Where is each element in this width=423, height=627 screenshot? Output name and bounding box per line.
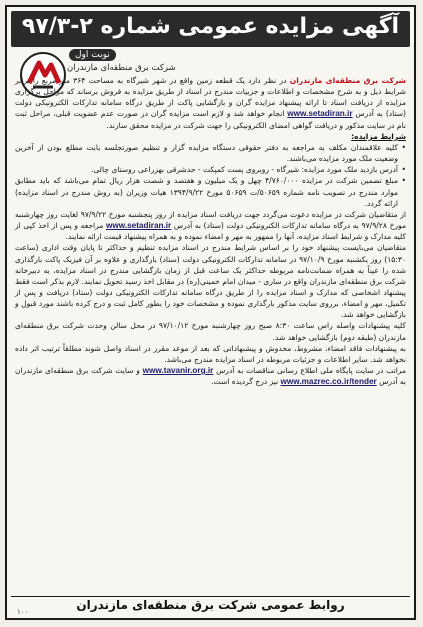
page-number: ۱۰۰ (17, 608, 29, 616)
setad-link[interactable]: www.setadiran.ir (287, 109, 353, 119)
intro-paragraph (15, 75, 406, 131)
title-bar (11, 11, 410, 47)
publication-suffix: نیز درج گردیده است. (211, 377, 281, 387)
ad-title: آگهی مزایده عمومی شماره ۲-۹۷/۳ (21, 14, 400, 39)
condition-item: • آدرس بازدید ملک مورد مزایده: شیرگاه - روبروی پست کمپکت - حدشرقی بهزراعی روستای چالی. (15, 164, 406, 175)
tavanir-link[interactable]: www.tavanir.org.ir (142, 366, 214, 376)
company-name: شرکت برق منطقه‌ای مازندران (289, 76, 407, 85)
advertisement-frame (5, 5, 416, 620)
documents-text-2: مراجعه و پس از اخذ کپی از کلیه مدارک و شرایط اسناد مزایده، آنها را ممهور به مهر و امضاء نموده و به همراه پیشنهاد قیمت ارائه نمایند. (15, 221, 406, 242)
publication-text-2: و سایت شرکت برق منطقه‌ای مازندران به آدرس (15, 366, 406, 387)
rejection-paragraph: به پیشنهادات فاقد امضاء، مشروط، مخدوش و پیشنهاداتی که بعد از موعد مقرر در اسناد واصل شوند مطلقاً ترتیب اثر داده نخواهد شد. سایر اطلاعات و جزئیات مربوطه در اسناد مزایده مندرج می‌باشد. (15, 343, 406, 364)
mazrec-link[interactable]: www.mazrec.co.ir/tender (280, 377, 377, 387)
publication-paragraph (15, 365, 406, 387)
condition-item: • کلیه علاقمندان مکلف به مراجعه به دفتر حقوقی دستگاه مزایده گزار و تنظیم صورتجلسه بابت مطلع بودن از آخرین وضعیت ملک مورد مزایده می‌باشند. (15, 142, 406, 164)
intro-text-2: انجام خواهد شد و لازم است مزایده گران در صورت عدم عضویت قبلی، مراحل ثبت نام در سایت مذکور و دریافت گواهی امضای الکترونیکی را جهت شرکت در مزایده محقق سازند. (15, 109, 406, 130)
documents-paragraph (15, 209, 406, 242)
submission-paragraph: متقاضیان می‌بایست پیشنهاد خود را بر اساس شرایط مندرج در اسناد مزایده تنظیم و حداکثر تا پایان وقت اداری (ساعت ۱۵:۳۰) روز یکشنبه مورخ ۹۷/۱۰/۹ در سامانه تدارکات الکترونیکی دولت (ستاد) بارگذاری و علاوه بر آن فیزیک پاکت بارگذاری شده را عیناً به همراه ضمانت‌نامه مربوطه حداکثر یک ساعت قبل از زمان بازگشایی مندرج در اسناد مزایده، به دبیرخانه شرکت برق منطقه‌ای مازندران واقع در ساری - میدان امام خمینی(ره) در مقابل اخذ رسید تحویل نمایند. لازم بذکر است فقط پیشنهاد اشخاصی که مدارک و اسناد مزایده را از طریق درگاه سامانه تدارکات الکترونیکی دولت (ستاد) دریافت و پس از تکمیل، مهر و امضاء، برروی سایت مذکور بارگذاری نموده و مشخصات خود را بطور کامل ثبت و درج کرده باشند مورد قبول و بازگشایی خواهد شد. (15, 243, 406, 320)
company-caption: شرکت برق منطقه‌ای مازندران (67, 63, 176, 73)
publication-text: مراتب در سایت پایگاه ملی اطلاع رسانی مناقصات به آدرس (216, 366, 406, 376)
condition-item: • مبلغ تضمین شرکت در مزایده ۴/۷۶۰/۰۰۰ چهل و یک میلیون و هفتصد و شصت هزار ریال تمام می‌باشد که باید مطابق موارد مندرج در تصویب نامه شماره ۵۰۶۵۹/ت ۵۰۶۵۹ مورخ ۱۳۹۴/۹/۲۲ هیات وزیران (به روش مندرج در اسناد مزایده) ارائه گردد. (15, 175, 406, 208)
documents-text: از متقاضیان شرکت در مزایده دعوت می‌گردد جهت دریافت اسناد مزایده از روز پنجشنبه مورخ ۹۷/۹/۲۲ لغایت روز چهارشنبه مورخ ۹۷/۹/۲۸ به درگاه سامانه تدارکات الکترونیکی دولت (ستاد) به آدرس (15, 209, 407, 231)
conditions-title: شرایط مزایده: (351, 131, 406, 141)
setad-link-2[interactable]: www.setadiran.ir (106, 221, 172, 231)
footer-signature: روابط عمومی شرکت برق منطقه‌ای مازندران (76, 598, 345, 612)
intro-text-1: در نظر دارد یک قطعه زمین واقع در شهر شیرگاه به مساحت ۳۶۴ متر مربع را برابر شرایط ذیل و به شرح مشخصات و اطلاعات و جزییات مندرج در اسناد از طریق مزایده به فروش برساند که مراحل برگزاری مزایده از دریافت اسناد تا ارائه پیشنهاد مزایده گران و بازگشایی پاکت از طریق درگاه سامانه تدارکات الکترونیکی دولت (ستاد) به آدرس (15, 76, 406, 119)
ad-body (15, 75, 406, 387)
publication-badge: نوبت اول (69, 49, 116, 61)
footer (11, 596, 410, 615)
opening-paragraph: کلیه پیشنهادات واصله راس ساعت ۸:۳۰ صبح روز چهارشنبه مورخ ۹۷/۱۰/۱۲ در محل سالن وحدت شرکت برق منطقه‌ای مازندران (طبقه دوم) بازگشایی خواهد شد. (15, 321, 406, 342)
